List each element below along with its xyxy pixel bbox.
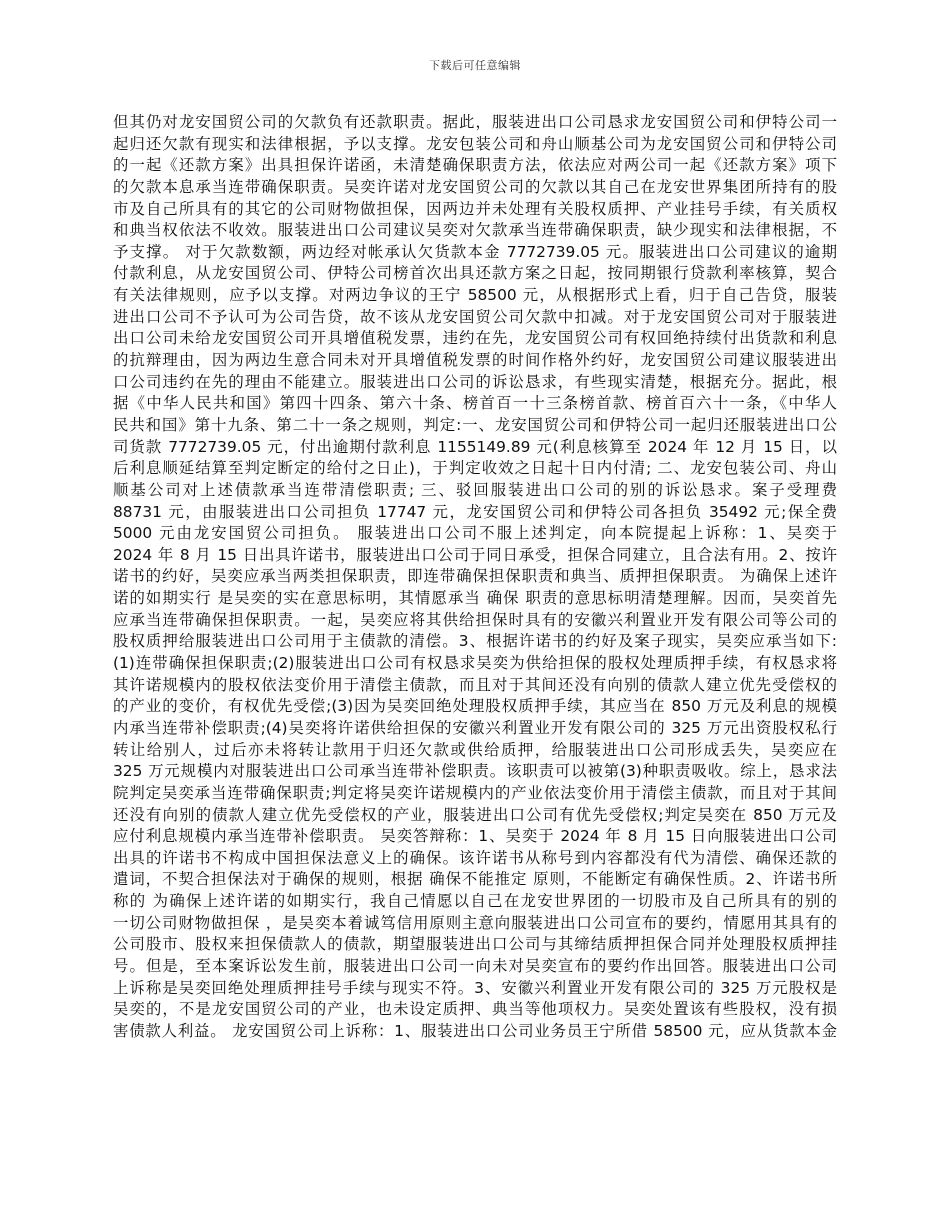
text-line: 据《中华人民共和国》第四十四条、第六十条、榜首百一十三条榜首款、榜首百六十一条，《中华人 xyxy=(113,394,837,413)
page-header-note: 下载后可任意编辑 xyxy=(429,59,521,72)
text-line: 付款利息，从龙安国贸公司、伊特公司榜首次出具还款方案之日起，按同期银行贷款利率核算，契合 xyxy=(113,264,837,283)
text-line: (1)连带确保担保职责;(2)服装进出口公司有权恳求吴奕为供给担保的股权处理质押手续，有权恳求将 xyxy=(113,654,837,673)
text-line: 有关法律规则，应予以支撑。对两边争议的王宁 58500 元，从根据形式上看，归于自己告贷，服装 xyxy=(113,286,837,305)
text-line: 诺书的约好，吴奕应承当两类担保职责，即连带确保担保职责和典当、质押担保职责。 为确保上述许 xyxy=(113,567,837,586)
text-line: 的欠款本息承当连带确保职责。吴奕许诺对龙安国贸公司的欠款以其自己在龙安世界集团所持有的股 xyxy=(113,177,837,196)
text-line: 325 万元规模内对服装进出口公司承当连带补偿职责。该职责可以被第(3)种职责吸收。综上，恳求法 xyxy=(113,762,837,781)
text-line: 吴奕的，不是龙安国贸公司的产业，也未设定质押、典当等他项权力。吴奕处置该有些股权，没有损 xyxy=(113,1000,837,1019)
text-line: 出口公司未给龙安国贸公司开具增值税发票，违约在先，龙安国贸公司有权回绝持续付出货款和利息 xyxy=(113,329,837,348)
text-line: 予支撑。 对于欠款数额，两边经对帐承认欠货款本金 7772739.05 元。服装进出口公司建议的逾期 xyxy=(113,242,837,261)
text-line: 股权质押给服装进出口公司用于主债款的清偿。3、根据许诺书的约好及案子现实，吴奕应承当如下: xyxy=(113,632,837,651)
text-line: 院判定吴奕承当连带确保职责;判定将吴奕许诺规模内的产业依法变价用于清偿主债款，而且对于其间 xyxy=(113,783,837,802)
text-line: 转让给别人，过后亦未将转让款用于归还欠款或供给质押，给服装进出口公司形成丢失，吴奕应在 xyxy=(113,740,837,759)
text-line: 出具的许诺书不构成中国担保法意义上的确保。该许诺书从称号到内容都没有代为清偿、确保还款的 xyxy=(113,848,837,867)
text-line: 司货款 7772739.05 元，付出逾期付款利息 1155149.89 元(利息核算至 2024 年 12 月 15 日，以 xyxy=(113,437,837,456)
text-line: 一切公司财物做担保 ，是吴奕本着诚笃信用原则主意向服装进出口公司宣布的要约，情愿用其具有的 xyxy=(113,913,837,932)
text-line: 口公司违约在先的理由不能建立。服装进出口公司的诉讼恳求，有些现实清楚，根据充分。据此，根 xyxy=(113,372,837,391)
text-line: 和典当权依法不收效。服装进出口公司建议吴奕对欠款承当连带确保职责，缺少现实和法律根据，不 xyxy=(113,221,837,240)
text-line: 后利息顺延结算至判定断定的给付之日止)，于判定收效之日起十日内付清; 二、龙安包装公司、舟山 xyxy=(113,459,837,478)
text-line: 2024 年 8 月 15 日出具许诺书，服装进出口公司于同日承受，担保合同建立，且合法有用。2、按许 xyxy=(113,545,837,564)
text-line: 民共和国》第十九条、第二十一条之规则，判定:一、龙安国贸公司和伊特公司一起归还服装进出口公 xyxy=(113,415,837,434)
text-line: 诺的如期实行 是吴奕的实在意思标明，其情愿承当 确保 职责的意思标明清楚理解。因而，吴奕首先 xyxy=(113,589,837,608)
text-line: 应付利息规模内承当连带补偿职责。 吴奕答辩称：1、吴奕于 2024 年 8 月 15 日向服装进出口公司 xyxy=(113,827,837,846)
text-line: 遣词，不契合担保法对于确保的规则，根据 确保不能推定 原则，不能断定有确保性质。2、许诺书所 xyxy=(113,870,837,889)
text-line: 公司股市、股权来担保债款人的债款，期望服装进出口公司与其缔结质押担保合同并处理股权质押挂 xyxy=(113,935,837,954)
text-line: 5000 元由龙安国贸公司担负。 服装进出口公司不服上述判定，向本院提起上诉称：1、吴奕于 xyxy=(113,524,837,543)
document-body xyxy=(113,112,837,1043)
text-line: 的抗辩理由，因为两边生意合同未对开具增值税发票的时间作格外约好，龙安国贸公司建议服装进出 xyxy=(113,351,837,370)
text-line: 顺基公司对上述债款承当连带清偿职责; 三、驳回服装进出口公司的别的诉讼恳求。案子受理费 xyxy=(113,480,837,499)
text-line: 但其仍对龙安国贸公司的欠款负有还款职责。据此，服装进出口公司恳求龙安国贸公司和伊特公司一 xyxy=(113,113,837,131)
text-line: 其许诺规模内的股权依法变价用于清偿主债款，而且对于其间还没有向别的债款人建立优先受偿权的 xyxy=(113,675,837,694)
text-line: 还没有向别的债款人建立优先受偿权的产业，服装进出口公司有优先受偿权;判定吴奕在 850 万元及 xyxy=(113,805,837,824)
text-line: 上诉称是吴奕回绝处理质押挂号手续与现实不符。3、安徽兴利置业开发有限公司的 325 万元股权是 xyxy=(113,978,837,997)
text-line: 害债款人利益。 龙安国贸公司上诉称：1、服装进出口公司业务员王宁所借 58500 元，应从货款本金 xyxy=(113,1021,837,1040)
text-line: 的产业的变价，有权优先受偿;(3)因为吴奕回绝处理股权质押手续，其应当在 850 万元及利息的规模 xyxy=(113,697,837,716)
text-line: 的一起《还款方案》出具担保许诺函，未清楚确保职责方法，依法应对两公司一起《还款方案》项下 xyxy=(113,156,837,175)
text-line: 市及自己所具有的其它的公司财物做担保，因两边并未处理有关股权质押、产业挂号手续，有关质权 xyxy=(113,199,837,218)
text-line: 起归还欠款有现实和法律根据，予以支撑。龙安包装公司和舟山顺基公司为龙安国贸公司和伊特公司 xyxy=(113,134,837,153)
text-line: 内承当连带补偿职责;(4)吴奕将许诺供给担保的安徽兴利置业开发有限公司的 325 万元出资股权私行 xyxy=(113,718,837,737)
text-line: 号。但是，至本案诉讼发生前，服装进出口公司一向未对吴奕宣布的要约作出回答。服装进出口公司 xyxy=(113,956,837,975)
text-line: 称的 为确保上述许诺的如期实行，我自己情愿以自己在龙安世界团的一切股市及自己所具有的别的 xyxy=(113,892,837,911)
text-line: 应承当连带确保担保职责。一起，吴奕应将其供给担保时具有的安徽兴利置业开发有限公司等公司的 xyxy=(113,610,837,629)
text-line: 进出口公司不予认可为公司告贷，故不该从龙安国贸公司欠款中扣减。对于龙安国贸公司对于服装进 xyxy=(113,307,837,326)
text-line: 88731 元，由服装进出口公司担负 17747 元，龙安国贸公司和伊特公司各担负 35492 元;保全费 xyxy=(113,502,837,521)
